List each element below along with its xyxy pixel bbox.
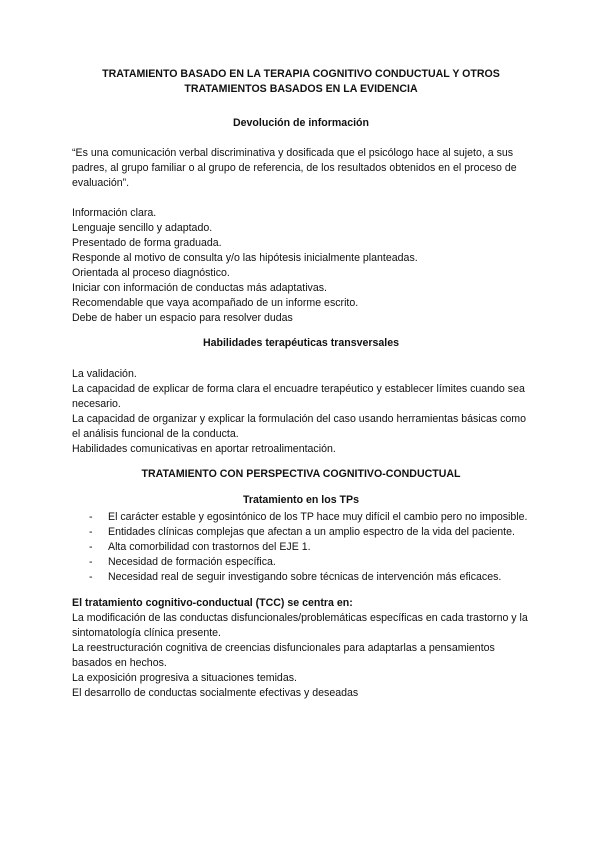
section-heading-tratamiento: TRATAMIENTO CON PERSPECTIVA COGNITIVO-CONDUCTUAL: [141, 468, 461, 480]
tcc-list: [72, 611, 530, 701]
section-heading-devolucion: Devolución de información: [233, 117, 369, 129]
list-item: Debe de haber un espacio para resolver dudas: [72, 312, 293, 324]
section-heading-habilidades: Habilidades terapéuticas transversales: [202, 337, 400, 349]
document-title-line: TRATAMIENTO BASADO EN LA TERAPIA COGNITIVO CONDUCTUAL Y OTROS: [102, 68, 500, 80]
list-item: La exposición progresiva a situaciones temidas.: [72, 672, 297, 684]
habilidades-list: [72, 367, 530, 457]
list-item: Recomendable que vaya acompañado de un informe escrito.: [72, 297, 359, 309]
list-item: Lenguaje sencillo y adaptado.: [72, 222, 213, 234]
list-item: El desarrollo de conductas socialmente efectivas y deseadas: [72, 687, 359, 699]
list-item: Responde al motivo de consulta y/o las hipótesis inicialmente planteadas.: [72, 252, 418, 264]
subheading-tratamiento-tps: Tratamiento en los TPs: [243, 494, 359, 506]
bullet-item: - Necesidad real de seguir investigando sobre técnicas de intervención más eficaces.: [72, 570, 530, 585]
bullet-item: - Entidades clínicas complejas que afectan a un amplio espectro de la vida del paciente.: [72, 525, 530, 540]
list-item: La capacidad de organizar y explicar la formulación del caso usando herramientas básicas como el análisis funcional de la conducta.: [72, 413, 527, 440]
list-item: La capacidad de explicar de forma clara el encuadre terapéutico y establecer límites cuando sea necesario.: [72, 383, 525, 410]
page-content: [72, 67, 530, 701]
list-item: Información clara.: [72, 207, 157, 219]
list-item: La reestructuración cognitiva de creencias disfuncionales para adaptarlas a pensamientos basados en hechos.: [72, 642, 495, 669]
list-item: Habilidades comunicativas en aportar retroalimentación.: [72, 443, 336, 455]
bullet-item: - El carácter estable y egosintónico de los TP hace muy difícil el cambio pero no imposible.: [72, 510, 530, 525]
section-heading-tcc: El tratamiento cognitivo-conductual (TCC) se centra en:: [72, 597, 353, 609]
document-title-line: TRATAMIENTOS BASADOS EN LA EVIDENCIA: [184, 83, 418, 95]
document-title: [72, 67, 530, 97]
tratamiento-bullet-list: [72, 510, 530, 585]
list-item: La modificación de las conductas disfuncionales/problemáticas específicas en cada trastorno y la sintomatología clínica presente.: [72, 612, 528, 639]
list-item: Iniciar con información de conductas más adaptativas.: [72, 282, 327, 294]
list-item: Orientada al proceso diagnóstico.: [72, 267, 230, 279]
bullet-item: - Alta comorbilidad con trastornos del EJE 1.: [72, 540, 530, 555]
bullet-item: - Necesidad de formación específica.: [72, 555, 530, 570]
list-item: La validación.: [72, 368, 137, 380]
list-item: Presentado de forma graduada.: [72, 237, 222, 249]
quote-paragraph: “Es una comunicación verbal discriminativa y dosificada que el psicólogo hace al sujeto, a sus padres, al grupo familiar o al grupo de referencia, de los resultados obtenidos en el proceso de evaluación”.: [72, 147, 517, 189]
devolucion-list: [72, 206, 530, 326]
